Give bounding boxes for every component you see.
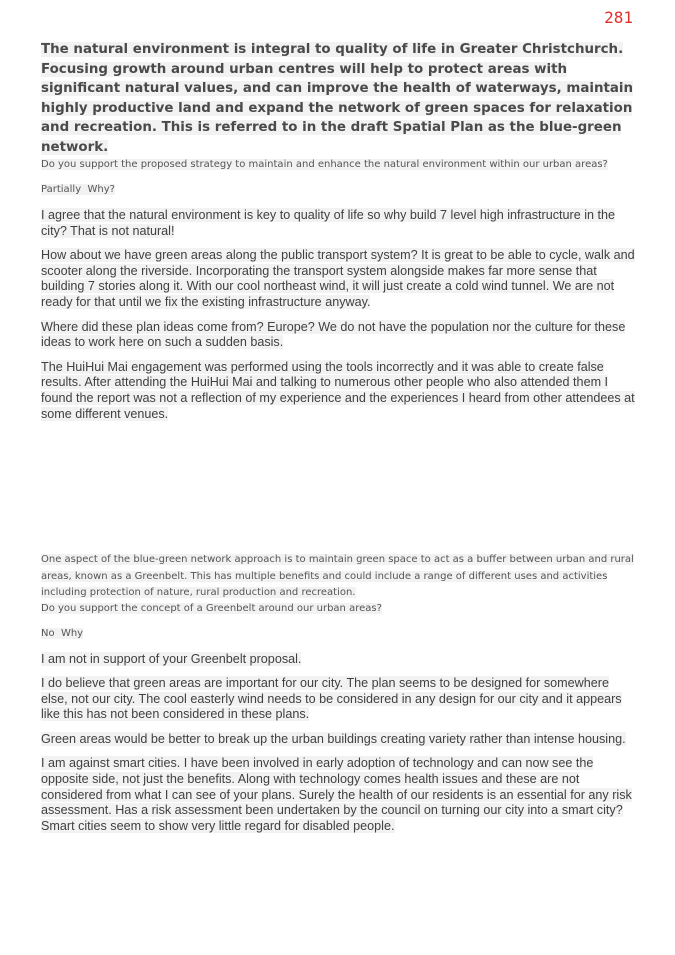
response-paragraph: I agree that the natural environment is key to quality of life so why build 7 level high infrastructure in the city? That is not natural! xyxy=(41,208,616,238)
response-paragraph: How about we have green areas along the public transport system? It is great to be able to cycle, walk and scooter along the riverside. Incorporating the transport system alongside makes far more sense that building 7 stories along it. With our cool northeast wind, it will just create a cold wind tunnel. We are not ready for that until we fix the existing infrastructure anyway. xyxy=(41,248,635,309)
question-text: Do you support the proposed strategy to maintain and enhance the natural environment within our urban areas? xyxy=(41,159,608,170)
section-natural-environment xyxy=(41,40,637,422)
response-paragraph: Green areas would be better to break up the urban buildings creating variety rather than intense housing. xyxy=(41,731,626,746)
section-greenbelt xyxy=(41,552,637,834)
page-number: 281 xyxy=(604,8,633,27)
response-paragraph: I do believe that green areas are important for our city. The plan seems to be designed for somewhere else, not our city. The cool easterly wind needs to be considered in any design for our city and it appears like this has not been considered in these plans. xyxy=(41,676,622,722)
response-paragraph: The HuiHui Mai engagement was performed using the tools incorrectly and it was able to create false results. After attending the HuiHui Mai and talking to numerous other people who also attended them I found the report was not a reflection of my experience and the experiences I heard from other attendees at some different venues. xyxy=(41,359,635,421)
response-paragraph: Where did these plan ideas come from? Europe? We do not have the population nor the culture for these ideas to work here on such a sudden basis. xyxy=(41,319,626,350)
section-heading: The natural environment is integral to quality of life in Greater Christchurch. Focusing growth around urban centres will help to protect areas with significant natural values, and can improve the health of waterways, maintain highly productive land and expand the network of green spaces for relaxation and recreation. This is referred to in the draft Spatial Plan as the blue-green network. xyxy=(41,42,634,155)
answer-text: No Why xyxy=(41,627,84,639)
question-text: Do you support the concept of a Greenbelt around our urban areas? xyxy=(41,602,382,614)
response-paragraph: I am against smart cities. I have been involved in early adoption of technology and can now see the opposite side, not just the benefits. Along with technology comes health issues and these are not considered from what I can see of your plans. Surely the health of our residents is an essential for any risk assessment. Has a risk assessment been undertaken by the council on turning our city into a smart city? Smart cities seem to show very little regard for disabled people. xyxy=(41,756,632,833)
response-paragraph: I am not in support of your Greenbelt proposal. xyxy=(41,651,302,666)
intro-text: One aspect of the blue-green network approach is to maintain green space to act as a buffer between urban and rural areas, known as a Greenbelt. This has multiple benefits and could include a range of different uses and activities including protection of nature, rural production and recreation. xyxy=(41,554,634,598)
answer-text: Partially Why? xyxy=(41,184,115,195)
